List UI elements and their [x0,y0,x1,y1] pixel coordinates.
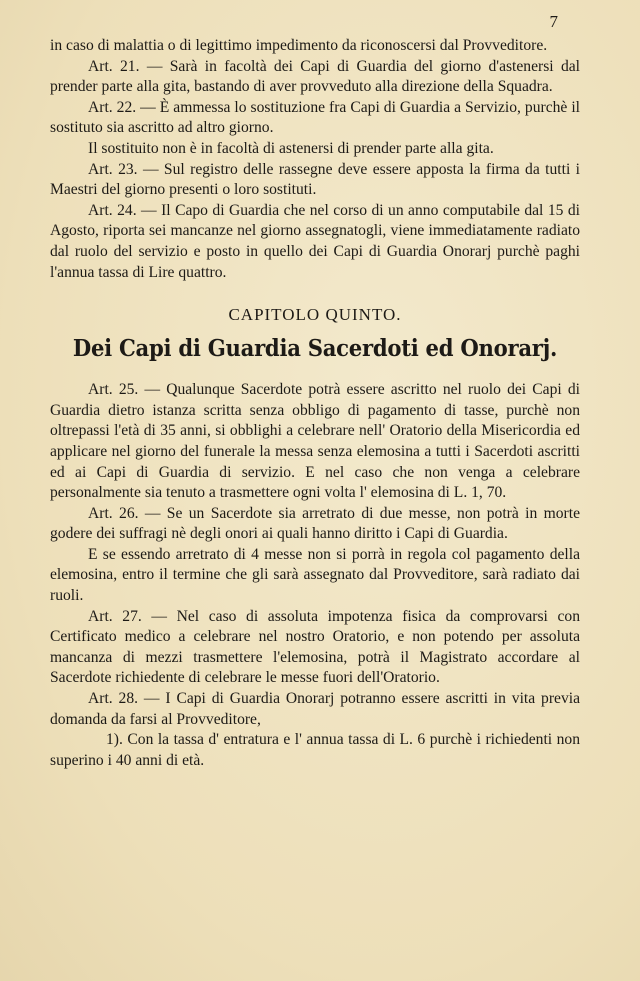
paragraph: in caso di malattia o di legittimo impedimento da riconoscersi dal Provveditore. [50,37,548,54]
paragraph: E se essendo arretrato di 4 messe non si porrà in regola col pagamento della elemosina, entro il termine che gli sarà assegnato dal Provveditore, sarà radiato dai ruoli. [50,545,580,605]
paragraph-art-28: Art. 28. — I Capi di Guardia Onorarj potranno essere ascritti in vita previa domanda da farsi al Provveditore, [50,690,580,728]
paragraph: Il sostituito non è in facoltà di astenersi di prender parte alla gita. [88,139,494,157]
paragraph-art-25: Art. 25. — Qualunque Sacerdote potrà essere ascritto nel ruolo dei Capi di Guardia dietro istanza scritta senza obbligo di pagamento di tasse, purchè non oltrepassi l'età di 35 anni, si obblighi a celebrare nell' Oratorio della Misericordia ed applicare nel giorno del funerale la messa senza elemosina a tutti i Sacerdoti ascritti ed ai Capi di Guardia di servizio. E nel caso che non venga a celebrare personalmente sia tenuto a trasmettere ogni volta l' elemosina di L. 1, 70. [50,381,580,502]
paragraph-art-23: Art. 23. — Sul registro delle rassegne deve essere apposta la firma da tutti i Maestri del giorno presenti o loro sostituti. [50,160,580,199]
text-block-bottom [50,380,580,771]
paragraph-art-21: Art. 21. — Sarà in facoltà dei Capi di Guardia del giorno d'astenersi dal prender parte alla gita, bastando di aver provveduto alla direzione della Squadra. [50,57,580,96]
list-item: 1). Con la tassa d' entratura e l' annua tassa di L. 6 purchè i richiedenti non superino i 40 anni di età. [50,731,580,769]
page [50,14,580,771]
paragraph-art-22: Art. 22. — È ammessa lo sostituzione fra Capi di Guardia a Servizio, purchè il sostituto sia ascritto ad altro giorno. [50,98,580,137]
chapter-title: Dei Capi di Guardia Sacerdoti ed Onorarj. [72,335,558,363]
page-number: 7 [549,12,558,31]
chapter-label: CAPITOLO QUINTO. [228,305,402,325]
paragraph-art-26: Art. 26. — Se un Sacerdote sia arretrato di due messe, non potrà in morte godere dei suffragi nè degli onori ai quali hanno diritto i Capi di Guardia. [50,504,580,543]
text-block-top [50,36,580,283]
paragraph-art-24: Art. 24. — Il Capo di Guardia che nel corso di un anno computabile dal 15 di Agosto, riporta sei mancanze nel giorno assegnatogli, viene immediatamente radiato dal ruolo del servizio e posto in quello dei Capi di Guardia Onorarj purchè paghi l'annua tassa di Lire quattro. [50,201,580,281]
paragraph-art-27: Art. 27. — Nel caso di assoluta impotenza fisica da comprovarsi con Certificato medico a celebrare nel nostro Oratorio, e non potendo per assoluta mancanza di mezzi trasmettere l'elemosina, potrà il Magistrato accordare al Sacerdote richiedente di celebrare le messe fuori dell'Oratorio. [50,607,580,687]
